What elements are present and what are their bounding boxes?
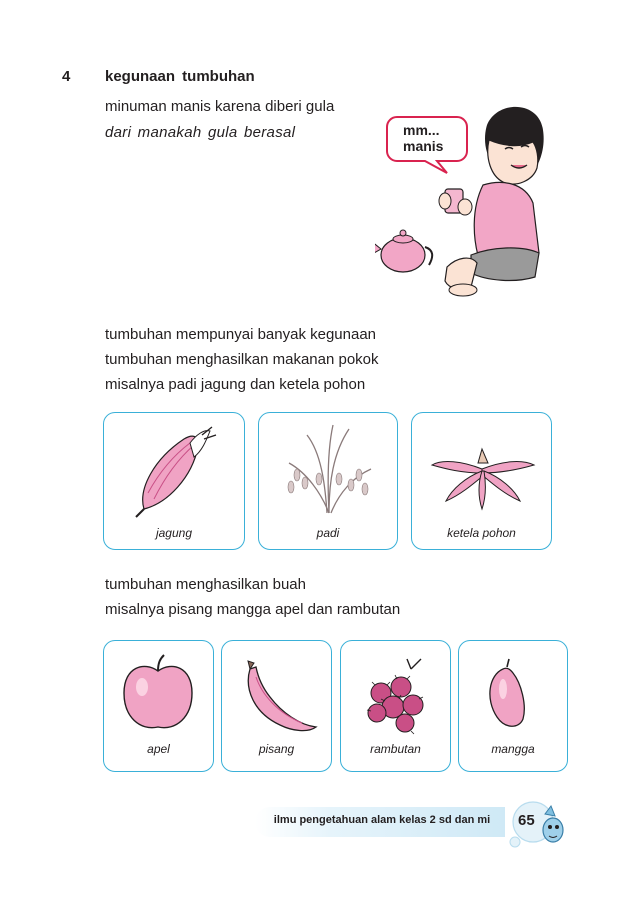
paragraph1-line-3: misalnya padi jagung dan ketela pohon — [105, 376, 366, 393]
rambutan-icon — [341, 641, 450, 745]
apple-icon — [104, 641, 213, 745]
speech-bubble-line-2: manis — [403, 138, 444, 154]
paragraph1-line-2: tumbuhan menghasilkan makanan pokok — [105, 351, 379, 368]
speech-bubble-text — [403, 122, 443, 154]
paragraph2-line-2: misalnya pisang mangga apel dan rambutan — [105, 601, 401, 618]
caption-apel: apel — [147, 742, 170, 756]
boy-drinking-illustration — [375, 85, 545, 305]
caption-jagung: jagung — [155, 526, 193, 540]
caption-rambutan: rambutan — [370, 742, 421, 756]
card-pisang — [221, 640, 332, 772]
caption-pisang: pisang — [258, 742, 295, 756]
card-apel — [103, 640, 214, 772]
card-padi — [258, 412, 398, 550]
section-number: 4 — [62, 68, 71, 85]
rice-plant-icon — [259, 413, 397, 523]
banana-icon — [222, 641, 331, 745]
mango-icon — [459, 641, 567, 745]
intro-line-1: minuman manis karena diberi gula — [105, 98, 335, 115]
card-ketela-pohon — [411, 412, 552, 550]
caption-mangga: mangga — [491, 742, 535, 756]
section-title: kegunaan tumbuhan — [105, 68, 255, 85]
page-number: 65 — [518, 812, 535, 829]
corn-icon — [104, 413, 244, 523]
card-rambutan — [340, 640, 451, 772]
paragraph2-line-1: tumbuhan menghasilkan buah — [105, 576, 306, 593]
speech-bubble-line-1: mm... — [403, 122, 440, 138]
intro-line-2: dari manakah gula berasal — [105, 124, 296, 141]
card-mangga — [458, 640, 568, 772]
caption-padi: padi — [316, 526, 340, 540]
caption-ketela-pohon: ketela pohon — [447, 526, 516, 540]
paragraph1-line-1: tumbuhan mempunyai banyak kegunaan — [105, 326, 377, 343]
mascot-icon — [505, 796, 565, 852]
card-jagung — [103, 412, 245, 550]
cassava-icon — [412, 413, 551, 523]
footer-book-title: ilmu pengetahuan alam kelas 2 sd dan mi — [273, 814, 491, 826]
